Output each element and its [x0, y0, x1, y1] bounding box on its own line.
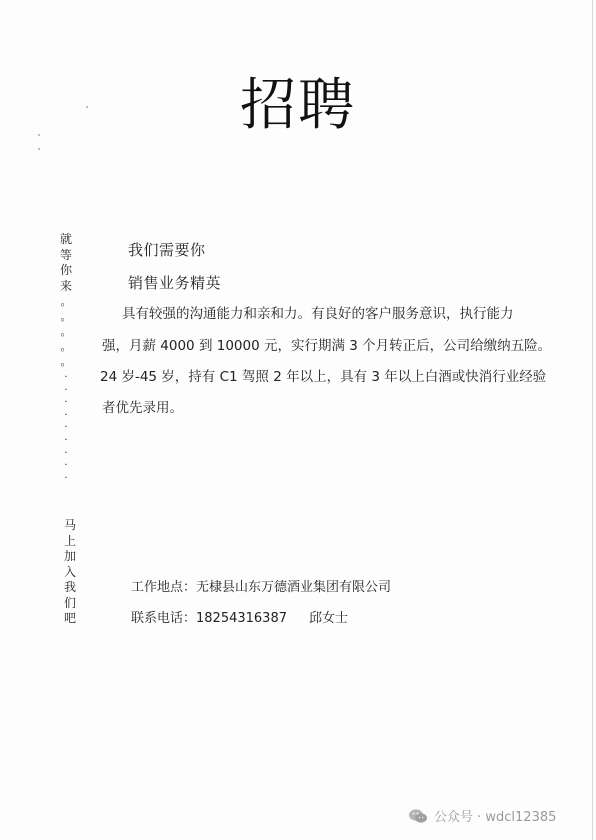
body-line: 者优先录用。 [102, 400, 183, 416]
side-dot: . [64, 419, 68, 431]
side-char: 加 [63, 549, 76, 563]
side-char: 吧 [63, 611, 76, 625]
side-circle: 。 [60, 310, 72, 323]
body-line: 强，月薪 4000 到 10000 元，实行期满 3 个月转正后，公司给缴纳五险。 [102, 338, 552, 354]
side-char: 来 [59, 278, 72, 293]
side-dot: . [64, 381, 68, 393]
side-circle: 。 [60, 325, 72, 338]
side-char: 等 [59, 247, 72, 262]
side-circle: 。 [60, 355, 72, 368]
contact-row [131, 607, 348, 626]
side-char: 入 [63, 564, 76, 579]
page-title: 招聘 [240, 73, 356, 138]
contact-name: 邱女士 [309, 611, 349, 626]
body-line: 24 岁-45 岁，持有 C1 驾照 2 年以上，具有 3 年以上白酒或快消行业经验 [100, 369, 547, 385]
heading-need: 我们需要你 [128, 241, 206, 259]
wechat-icon [408, 808, 428, 824]
side-dot: . [64, 406, 68, 418]
side-char: 们 [63, 595, 76, 610]
contact-phone: 18254316387 [196, 611, 287, 626]
side-dot: . [64, 444, 68, 456]
side-slogan-bottom [60, 518, 80, 627]
account-watermark [408, 806, 556, 825]
side-char: 我 [63, 580, 76, 594]
side-circle: 。 [60, 340, 72, 353]
side-circle: 。 [60, 295, 72, 308]
body-line: 具有较强的沟通能力和亲和力。有良好的客户服务意识，执行能力 [122, 306, 514, 322]
contact-label: 联系电话： [131, 611, 197, 626]
workplace-row [131, 576, 391, 595]
side-dot: . [64, 394, 68, 406]
side-dot: . [64, 369, 68, 380]
side-dot: . [64, 457, 68, 469]
workplace-label: 工作地点： [131, 580, 197, 595]
side-dot: . [64, 469, 68, 481]
side-dot: . [64, 431, 68, 443]
watermark-text: 公众号 · wdcl12385 [434, 810, 557, 825]
heading-role: 销售业务精英 [128, 274, 222, 292]
scan-speck [38, 134, 40, 136]
scan-speck [38, 148, 40, 150]
side-char: 马 [63, 518, 76, 532]
side-slogan-top [56, 232, 76, 482]
workplace-value: 无棣县山东万德酒业集团有限公司 [196, 580, 392, 595]
side-char: 你 [59, 263, 72, 277]
side-char: 就 [59, 232, 72, 246]
side-char: 上 [63, 533, 76, 548]
